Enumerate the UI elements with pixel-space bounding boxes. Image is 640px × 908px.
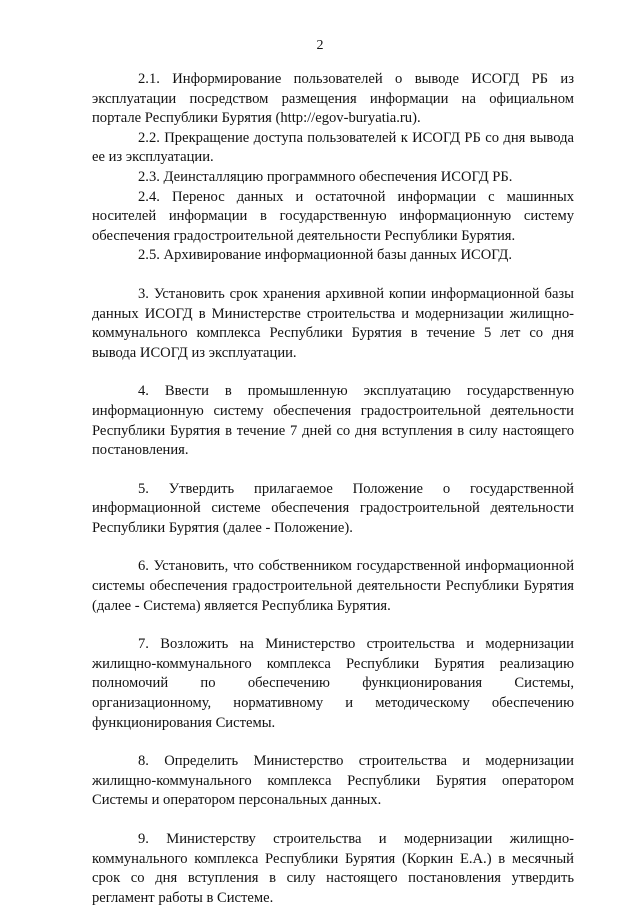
paragraph-4: 4. Ввести в промышленную эксплуатацию государственную информационную систему обеспечения градостроительной деятельности Республики Бурятия в течение 7 дней со дня вступления в силу настоящего постановления.	[92, 383, 574, 459]
paragraph-9: 9. Министерству строительства и модернизации жилищно-коммунального комплекса Республики Бурятия (Коркин Е.А.) в месячный срок со дня вступления в силу настоящего постановления утвердить регламент работы в Системе.	[92, 831, 574, 906]
paragraph-5: 5. Утвердить прилагаемое Положение о государственной информационной системе обеспечения градостроительной деятельности Республики Бурятия (далее - Положение).	[92, 480, 574, 536]
paragraph-2-3: 2.3. Деинсталляцию программного обеспечения ИСОГД РБ.	[138, 168, 513, 185]
document-body	[92, 70, 574, 908]
paragraph-2-4: 2.4. Перенос данных и остаточной информации с машинных носителей информации в государственную информационную систему обеспечения градостроительной деятельности Республики Бурятия.	[92, 188, 574, 244]
paragraph-8: 8. Определить Министерство строительства и модернизации жилищно-коммунального комплекса Республики Бурятия оператором Системы и оператором персональных данных.	[92, 753, 574, 809]
page-number: 2	[316, 38, 324, 53]
paragraph-3: 3. Установить срок хранения архивной копии информационной базы данных ИСОГД в Министерстве строительства и модернизации жилищно-коммунального комплекса Республики Бурятия в течение 5 лет со дня вывода ИСОГД из эксплуатации.	[92, 285, 574, 361]
paragraph-6: 6. Установить, что собственником государственной информационной системы обеспечения градостроительной деятельности Республики Бурятия (далее - Система) является Республика Бурятия.	[92, 558, 574, 614]
paragraph-2-2: 2.2. Прекращение доступа пользователей к ИСОГД РБ со дня вывода ее из эксплуатации.	[92, 129, 574, 166]
paragraph-7: 7. Возложить на Министерство строительства и модернизации жилищно-коммунального комплекса Республики Бурятия реализацию полномочий по обеспечению функционирования Системы, организационному, нормативному и методическому обеспечению функционирования Системы.	[92, 636, 574, 731]
paragraph-2-5: 2.5. Архивирование информационной базы данных ИСОГД.	[138, 247, 513, 264]
paragraph-2-1: 2.1. Информирование пользователей о выводе ИСОГД РБ из эксплуатации посредством размещения информации на официальном портале Республики Бурятия (http://egov-buryatia.ru).	[92, 71, 574, 127]
